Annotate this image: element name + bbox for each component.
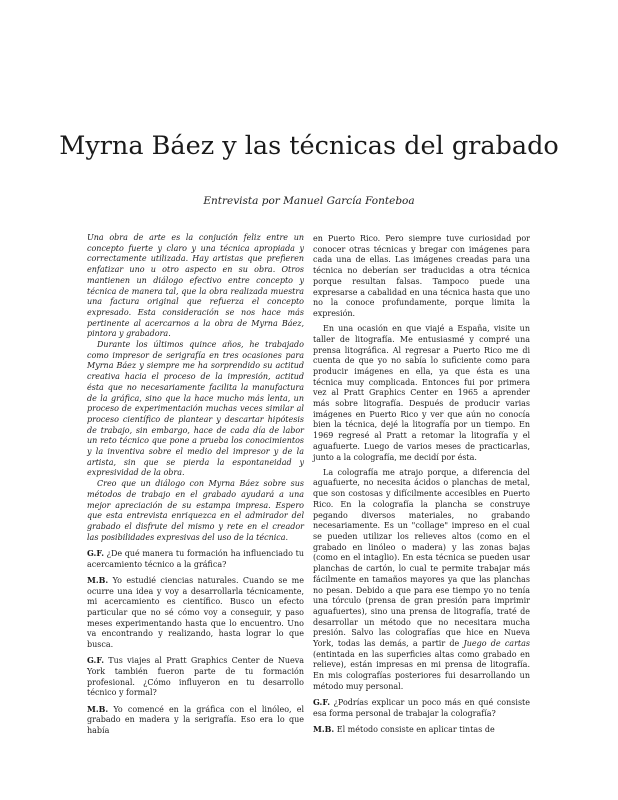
answer-paragraph: En una ocasión en que viajé a España, visite un taller de litografía. Me entusiasmé y compré una prensa litográfica. Al regresar a Puerto Rico me di cuenta de que yo no sabía lo suficiente como para producir imágenes en ella, ya que ésta es una técnica muy complicada. Entonces fui por primera vez al Pratt Graphics Center en 1965 a aprender más sobre litografía. Después de producir varias imágenes en Puerto Rico y ver que aún no conocía bien la técnica, dejé la litografía por un tiempo. En 1969 regresé al Pratt a retomar la litografía y el aguafuerte. Luego de varios meses de practicarlas, junto a la colografía, me decidí por ésta. (313, 324, 530, 462)
interview-exchange (313, 697, 530, 719)
interview-exchange (87, 655, 304, 699)
interview-exchange (87, 704, 304, 737)
speaker-label: M.B. (87, 703, 109, 714)
intro-paragraph: Durante los últimos quince años, he trabajado como impresor de serigrafía en tres ocasiones para Myrna Báez y siempre me ha sorprendido su actitud creativa hacia el proceso de la impresión, actitud ésta que no necesariamente facilita la manufactura de la gráfica, sino que la hace mucho más lenta, un proceso de experimentación muchas veces similar al proceso científico de plantear y descartar hipótesis de trabajo, sin embargo, hace de cada día de labor un reto técnico que pone a prueba los conocimientos y la inventiva sobre el medio del impresor y de la artista, sin que se pierda la espontaneidad y expresividad de la obra. (87, 340, 304, 478)
intro-paragraph: Una obra de arte es la conjución feliz entre un concepto fuerte y claro y una técnica apropiada y correctamente utilizada. Hay artistas que prefieren enfatizar uno u otro aspecto en su obra. Otros mantienen un diálogo efectivo entre concepto y técnica de manera tal, que la obra realizada muestra una factura original que refuerza el concepto expresado. Esta consideración se nos hace más pertinente al acercarnos a la obra de Myrna Báez, pintora y grabadora. (87, 233, 304, 339)
exchange-text: Yo estudié ciencias naturales. Cuando se me ocurre una idea y voy a desarrollarla técnicamente, mi acercamiento es científico. Busco un efecto particular que no sé cómo voy a conseguir, y paso meses experimentando hasta que lo encuentro. Uno va encontrando y realizando, hasta lograr lo que busca. (87, 575, 304, 650)
paragraph-text: La colografía me atrajo porque, a diferencia del aguafuerte, no necesita ácidos o planchas de metal, que son costosas y difícilmente accesibles en Puerto Rico. En la colografía la plancha se construye pegando diversos materiales, no grabando necesariamente. Es un "collage" impreso en el cual se pueden utilizar los relieves altos (como en el grabado en linóleo o madera) y las zonas bajas (como en el intaglio). En esta técnica se pueden usar planchas de cartón, lo cual te permite trabajar más fácilmente en tamaños mayores ya que las planchas no pesan. Debido a que para ese tiempo yo no tenía una tórculo (prensa de gran presión para imprimir aguafuertes), sino una prensa de litografía, traté de desarrollar un método que no necesitara mucha presión. Salvo las colografías que hice en Nueva York, todas las demás, a partir de (313, 467, 530, 649)
intro-paragraph: Creo que un diálogo con Myrna Báez sobre sus métodos de trabajo en el grabado ayudará a una mejor apreciación de su estampa impresa. Espero que esta entrevista enriquezca en el admirador del grabado el disfrute del mismo y rete en el creador las posibilidades expresivas del uso de la técnica. (87, 479, 304, 542)
paragraph-text: (entintada en las superficies altas como grabado en relieve), están impresas en mi prensa de litografía. En mis colografías posteriores fui desarrollando un método muy personal. (313, 649, 530, 691)
interview-exchange (87, 548, 304, 570)
speaker-label: G.F. (313, 697, 330, 708)
answer-paragraph: en Puerto Rico. Pero siempre tuve curiosidad por conocer otras técnicas y bregar con imágenes para cada una de ellas. Las imágenes creadas para una técnica no deberían ser traducidas a otra técnica porque resultan falsas. Tampoco puede una expresarse a cabalidad en una técnica hasta que uno no la conoce profundamente, porque limita la expresión. (313, 234, 530, 318)
interview-exchange (313, 724, 530, 736)
exchange-text: ¿De qué manera tu formación ha influenciado tu acercamiento técnico a la gráfica? (87, 548, 304, 569)
left-column (87, 233, 304, 741)
speaker-label: G.F. (87, 655, 104, 666)
article-byline: Entrevista por Manuel García Fonteboa (203, 195, 415, 207)
introduction (87, 233, 304, 543)
exchange-text: ¿Podrías explicar un poco más en qué consiste esa forma personal de trabajar la colografía? (313, 698, 530, 718)
artwork-title: Juego de cartas (463, 639, 530, 649)
exchange-text: El método consiste en aplicar tintas de (334, 724, 495, 734)
speaker-label: M.B. (313, 723, 335, 734)
speaker-label: G.F. (87, 547, 104, 558)
exchange-text: Tus viajes al Pratt Graphics Center de Nueva York también fueron parte de tu formación profesional. ¿Cómo influyeron en tu desarrollo técnico y formal? (87, 656, 304, 698)
answer-paragraph (313, 468, 530, 693)
article-title: Myrna Báez y las técnicas del grabado (59, 131, 559, 161)
interview-exchange (87, 575, 304, 651)
speaker-label: M.B. (87, 574, 109, 585)
exchange-text: Yo comencé en la gráfica con el linóleo, el grabado en madera y la serigrafía. Eso era lo que había (87, 704, 304, 735)
right-column (313, 234, 530, 740)
